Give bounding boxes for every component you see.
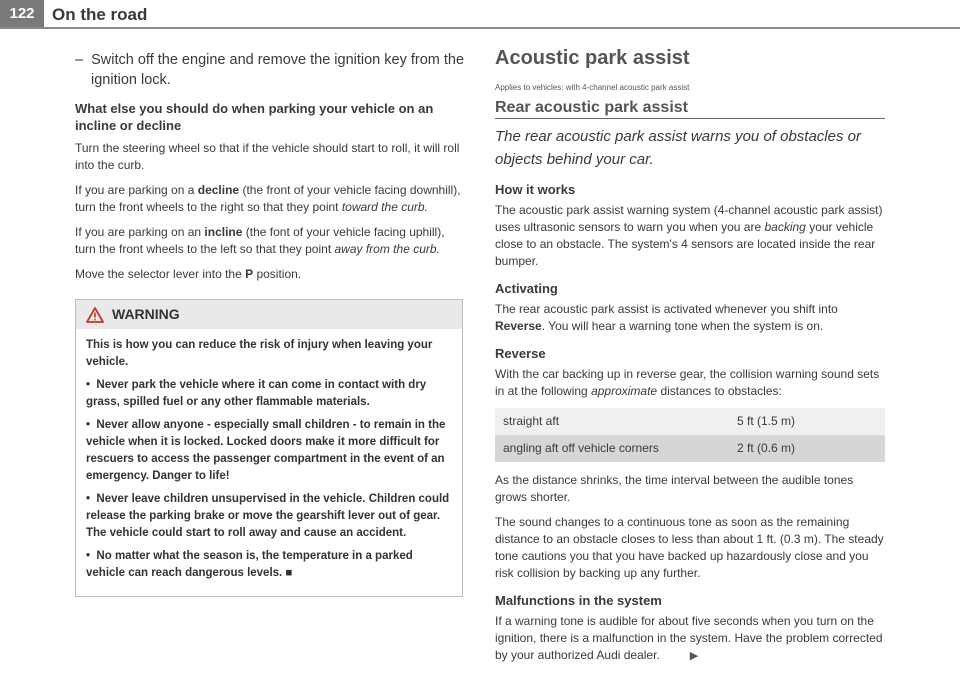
intro-text: The rear acoustic park assist warns you of obstacles or objects behind your car. xyxy=(495,128,861,168)
right-column xyxy=(495,47,885,673)
incline-heading: What else you should do when parking your vehicle on an incline or decline xyxy=(75,101,434,133)
warning-title: WARNING xyxy=(112,306,180,322)
paragraph-how: The acoustic park assist warning system (4-channel acoustic park assist) uses ultrasonic sensors to warn you when you are backing your vehicle close to an obstacle. The system's 4 sensors are located inside the rear bumper. xyxy=(495,203,883,268)
header-rule xyxy=(0,27,960,29)
warning-bullet: • No matter what the season is, the temperature in a parked vehicle can reach dangerous levels. ■ xyxy=(86,550,413,579)
paragraph-reverse: With the car backing up in reverse gear, the collision warning sound sets in at the following approximate distances to obstacles: xyxy=(495,367,880,398)
paragraph-incline: If you are parking on an incline (the font of your vehicle facing uphill), turn the front wheels to the left so that they point away from the curb. xyxy=(75,225,445,256)
table-cell-value: 5 ft (1.5 m) xyxy=(729,408,885,435)
table-row xyxy=(495,408,885,435)
distance-table xyxy=(495,408,885,462)
warning-header xyxy=(76,300,462,329)
warning-triangle-icon xyxy=(86,307,104,323)
section-title: On the road xyxy=(52,5,148,24)
paragraph-malfunction: If a warning tone is audible for about five seconds when you turn on the ignition, there is a malfunction in the system. Have the problem corrected by your authorized Audi dealer. ▶ xyxy=(495,613,885,665)
table-cell-label: angling aft off vehicle corners xyxy=(495,435,729,462)
left-column xyxy=(75,50,465,597)
how-heading: How it works xyxy=(495,182,576,197)
end-mark: ■ xyxy=(285,567,293,579)
warning-body xyxy=(76,329,462,596)
reverse-heading: Reverse xyxy=(495,346,546,361)
subsection-title: Rear acoustic park assist xyxy=(495,99,885,119)
table-row xyxy=(495,435,885,462)
paragraph-activating: The rear acoustic park assist is activated whenever you shift into Reverse. You will hear a warning tone when the system is on. xyxy=(495,302,838,333)
paragraph-decline: If you are parking on a decline (the front of your vehicle facing downhill), turn the front wheels to the right so that they point toward the curb. xyxy=(75,183,461,214)
step-item: – Switch off the engine and remove the ignition key from the ignition lock. xyxy=(75,52,465,88)
table-cell-value: 2 ft (0.6 m) xyxy=(729,435,885,462)
applies-note: Applies to vehicles: with 4-channel acoustic park assist xyxy=(495,83,690,92)
warning-bullet: • Never allow anyone - especially small children - to remain in the vehicle when it is locked. Locked doors make it more difficult for rescuers to access the passenger compartment in the event of an emergency. Danger to life! xyxy=(86,419,446,482)
paragraph-shrink: As the distance shrinks, the time interval between the audible tones grows shorter. xyxy=(495,473,854,504)
warning-bullet: • Never park the vehicle where it can come in contact with dry grass, spilled fuel or any other flammable materials. xyxy=(86,379,427,408)
paragraph-continuous: The sound changes to a continuous tone as soon as the remaining distance to an obstacle closes to less than about 1 ft. (0.3 m). The steady tone cautions you that you have backed up hazardously close and you risk collision by backing up any further. xyxy=(495,515,884,580)
paragraph-curb: Turn the steering wheel so that if the vehicle should start to roll, it will roll into the curb. xyxy=(75,141,460,172)
paragraph-selector: Move the selector lever into the P position. xyxy=(75,267,302,281)
malfunction-heading: Malfunctions in the system xyxy=(495,593,662,608)
continue-arrow-icon: ▶ xyxy=(689,650,699,662)
table-cell-label: straight aft xyxy=(495,408,729,435)
warning-box xyxy=(75,299,463,597)
warning-intro: This is how you can reduce the risk of injury when leaving your vehicle. xyxy=(86,339,433,368)
warning-bullet: • Never leave children unsupervised in the vehicle. Children could release the parking brake or move the gearshift lever out of gear. The vehicle could start to roll away and cause an accident. xyxy=(86,493,450,539)
page-number: 122 xyxy=(0,0,44,27)
activating-heading: Activating xyxy=(495,281,558,296)
chapter-title: Acoustic park assist xyxy=(495,47,690,69)
